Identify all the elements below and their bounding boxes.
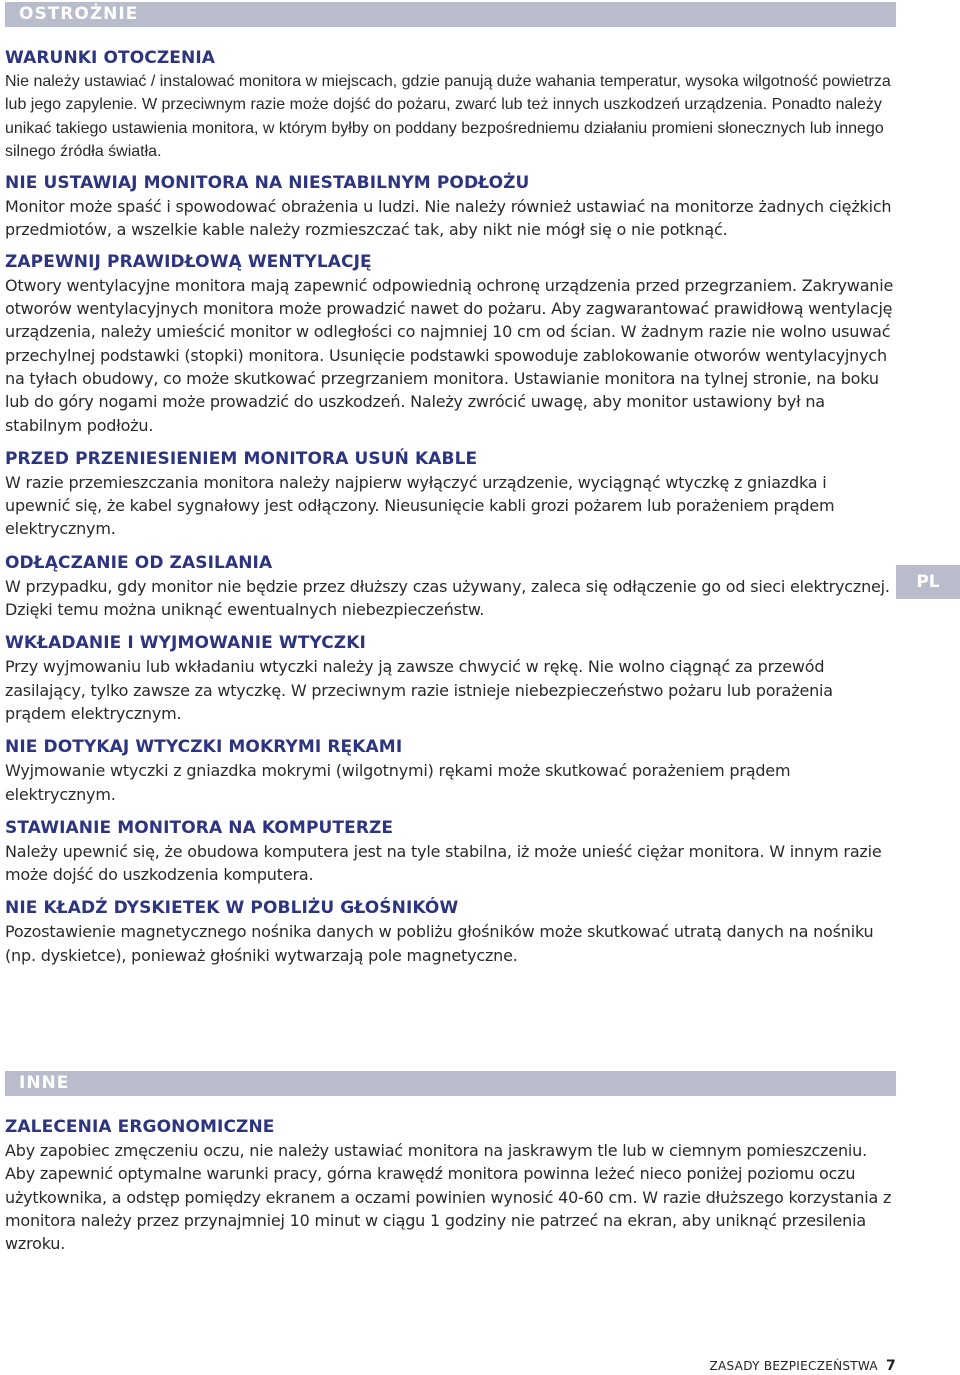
text-ventilation: Otwory wentylacyjne monitora mają zapewnić odpowiednią ochronę urządzenia przed przegrzaniem. Zakrywanie otworów wentylacyjnych monitora może prowadzić nawet do pożaru. Aby zagwarantować prawidłową wentylację urządzenia, należy umieścić monitor w odległości co najmniej 10 cm od ścian. W żadnym razie nie wolno usuwać przechylnej podstawki (stopki) monitora. Usunięcie podstawki spowoduje zablokowanie otworów wentylacyjnych na tyłach obudowy, co może skutkować przegrzaniem monitora. Ustawianie monitora na tylnej stronie, na boku lub do góry nogami może prowadzić do uszkodzeń. Należy zwrócić uwagę, aby monitor ustawiony był na stabilnym podłożu. [5,275,894,435]
heading-ventilation: ZAPEWNIJ PRAWIDŁOWĄ WENTYLACJĘ [5,251,372,272]
page-number: 7 [885,1358,896,1374]
text-disconnect-power: W przypadku, gdy monitor nie będzie przez dłuższy czas używany, zaleca się odłączenie go od sieci elektrycznej. Dzięki temu można uniknąć ewentualnych niebezpieczeństw. [5,576,890,620]
heading-environment: WARUNKI OTOCZENIA [5,48,216,68]
footer-label: ZASADY BEZPIECZEŃSTWA [709,1359,878,1373]
heading-remove-cables: PRZED PRZENIESIENIEM MONITORA USUŃ KABLE [5,448,478,469]
section-bar-other: INNE [5,1071,896,1096]
page-footer [710,1358,896,1374]
block-environment [5,46,895,163]
block-remove-cables [5,447,895,541]
other-content [5,1115,895,1255]
block-disconnect-power [5,551,895,622]
block-plug-handling [5,631,895,725]
text-ergonomics: Aby zapobiec zmęczeniu oczu, nie należy ustawiać monitora na jaskrawym tle lub w ciemnym pomieszczeniu. Aby zapewnić optymalne warunki pracy, górna krawędź monitora powinna leżeć nieco poniżej poziomu oczu użytkownika, a odstęp pomiędzy ekranem a oczami powinien wynosić 40-60 cm. W razie dłuższego korzystania z monitora należy przez przynajmniej 10 minut w ciągu 1 godziny nie patrzeć na ekran, aby uniknąć przesilenia wzroku. [5,1141,892,1254]
block-unstable-surface [5,171,895,242]
caution-content [5,46,895,967]
block-ergonomics [5,1115,895,1255]
text-plug-handling: Przy wyjmowaniu lub wkładaniu wtyczki należy ją zawsze chwycić w rękę. Nie wolno ciągnąć za przewód zasilający, tylko zawsze za wtyczkę. W przeciwnym razie istnieje niebezpieczeństwo pożaru lub porażenia prądem elektrycznym. [5,657,833,723]
section-bar-caution: OSTROŻNIE [5,2,896,27]
heading-monitor-on-computer: STAWIANIE MONITORA NA KOMPUTERZE [5,817,394,838]
text-remove-cables: W razie przemieszczania monitora należy najpierw wyłączyć urządzenie, wyciągnąć wtyczkę z gniazdka i upewnić się, że kabel sygnałowy jest odłączony. Nieusunięcie kabli grozi pożarem lub porażeniem prądem elektrycznym. [5,472,835,539]
text-unstable-surface: Monitor może spaść i spowodować obrażenia u ludzi. Nie należy również ustawiać na monitorze żadnych ciężkich przedmiotów, a wszelkie kable należy rozmieszczać tak, aby nikt nie mógł się o nie potknąć. [5,197,892,240]
block-monitor-on-computer [5,816,895,887]
heading-plug-handling: WKŁADANIE I WYJMOWANIE WTYCZKI [5,633,366,654]
text-monitor-on-computer: Należy upewnić się, że obudowa komputera jest na tyle stabilna, iż może unieść ciężar monitora. W innym razie może dojść do uszkodzenia komputera. [5,841,882,885]
heading-wet-hands: NIE DOTYKAJ WTYCZKI MOKRYMI RĘKAMI [5,737,403,758]
heading-floppy-speakers: NIE KŁADŹ DYSKIETEK W POBLIŻU GŁOŚNIKÓW [5,898,459,919]
block-ventilation [5,250,895,437]
text-environment: Nie należy ustawiać / instalować monitora w miejscach, gdzie panują duże wahania temperatur, wysoka wilgotność powietrza lub jego zapylenie. W przeciwnym razie może dojść do pożaru, zwarć lub też innych uszkodzeń urządzenia. Ponadto należy unikać takiego ustawienia monitora, w którym byłby on poddany bezpośredniemu działaniu promieni słonecznych lub innego silnego źródła światła. [5,73,891,160]
block-wet-hands [5,735,895,806]
heading-disconnect-power: ODŁĄCZANIE OD ZASILANIA [5,552,273,573]
block-floppy-speakers [5,896,895,967]
heading-unstable-surface: NIE USTAWIAJ MONITORA NA NIESTABILNYM PODŁOŻU [5,173,530,194]
heading-ergonomics: ZALECENIA ERGONOMICZNE [5,1117,275,1137]
text-wet-hands: Wyjmowanie wtyczki z gniazdka mokrymi (wilgotnymi) rękami może skutkować porażeniem prądem elektrycznym. [5,761,791,804]
text-floppy-speakers: Pozostawienie magnetycznego nośnika danych w pobliżu głośników może skutkować utratą danych na nośniku (np. dyskietce), ponieważ głośniki wytwarzają pole magnetyczne. [5,922,874,965]
language-tab: PL [896,565,960,599]
